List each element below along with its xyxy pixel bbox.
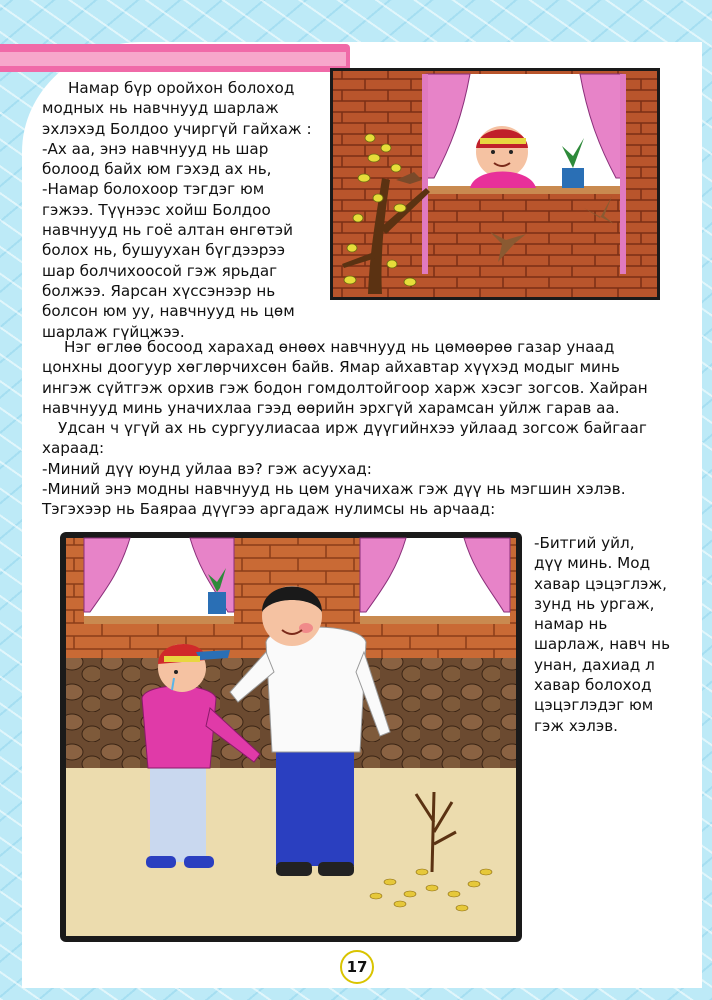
text-line: Тэгэхээр нь Баяраа дүүгээ аргадаж нулимсы нь арчаад: <box>42 500 496 519</box>
text-line: -Ах аа, энэ навчнууд нь шар <box>42 139 269 158</box>
text-line: -Битгий уйл, <box>534 534 635 552</box>
text-line: эхлэхэд Болдоо учиргүй гайхаж : <box>42 119 312 138</box>
text-line: -Намар болохоор тэгдэг юм <box>42 180 265 199</box>
text-line: ингэж сүйтгэж орхив гэж бодон гомдолтойгоор харж хэсэг зогсов. Хайран <box>42 378 648 397</box>
illustration-brothers <box>60 532 522 942</box>
text-line: гэж хэлэв. <box>534 716 618 735</box>
text-line: Намар бүр оройхон болоход <box>68 79 295 97</box>
text-line: намар нь <box>534 615 608 634</box>
text-line: навчнууд минь уначихлаа гээд өөрийн эрхгүй харамсан уйлж гарав аа. <box>42 398 620 417</box>
text-line: Удсан ч үгүй ах нь сургуулиасаа ирж дүүгийнхээ уйлаад зогсож байгааг <box>58 419 647 438</box>
text-line: болох нь, бушуухан бүгдээрээ <box>42 241 286 260</box>
text-line: шарлаж гүйцжээ. <box>42 322 185 341</box>
text-line: дүү минь. Мод <box>534 554 651 573</box>
text-line: цонхны доогуур хөглөрчихсөн байв. Ямар айхавтар хүүхэд модыг минь <box>42 358 620 377</box>
story-paragraph-3 <box>534 533 712 736</box>
text-line: хавар цэцэглэж, <box>534 574 667 593</box>
text-line: болжээ. Яарсан хүссэнээр нь <box>42 281 276 300</box>
text-line: -Миний энэ модны навчнууд нь цөм уначихаж гэж дүү нь мэгшин хэлэв. <box>42 480 626 499</box>
text-line: навчнууд нь гоё алтан өнгөтэй <box>42 221 294 240</box>
text-line: хараад: <box>42 439 105 458</box>
decorative-band-light <box>0 52 346 66</box>
page-number: 17 <box>340 950 374 984</box>
illustration-boy-at-window <box>330 68 660 300</box>
text-line: шар болчихоосой гэж ярьдаг <box>42 261 278 280</box>
text-line: цэцэглэдэг юм <box>534 696 654 715</box>
text-line: хавар болоход <box>534 676 652 695</box>
text-line: гэжээ. Түүнээс хойш Болдоо <box>42 200 271 219</box>
text-line: зунд нь ургаж, <box>534 594 655 613</box>
text-line: Нэг өглөө босоод харахад өнөөх навчнууд нь цөмөөрөө газар унаад <box>64 338 615 356</box>
text-line: шарлаж, навч нь <box>534 635 671 654</box>
text-line: болоод байх юм гэхэд ах нь, <box>42 160 272 179</box>
story-paragraph-1 <box>42 78 327 342</box>
text-line: болсон юм уу, навчнууд нь цөм <box>42 302 295 321</box>
text-line: модных нь навчнууд шарлаж <box>42 99 279 118</box>
text-line: -Миний дүү юунд уйлаа вэ? гэж асуухад: <box>42 459 372 478</box>
text-line: унан, дахиад л <box>534 655 655 674</box>
story-paragraph-2 <box>42 337 692 520</box>
